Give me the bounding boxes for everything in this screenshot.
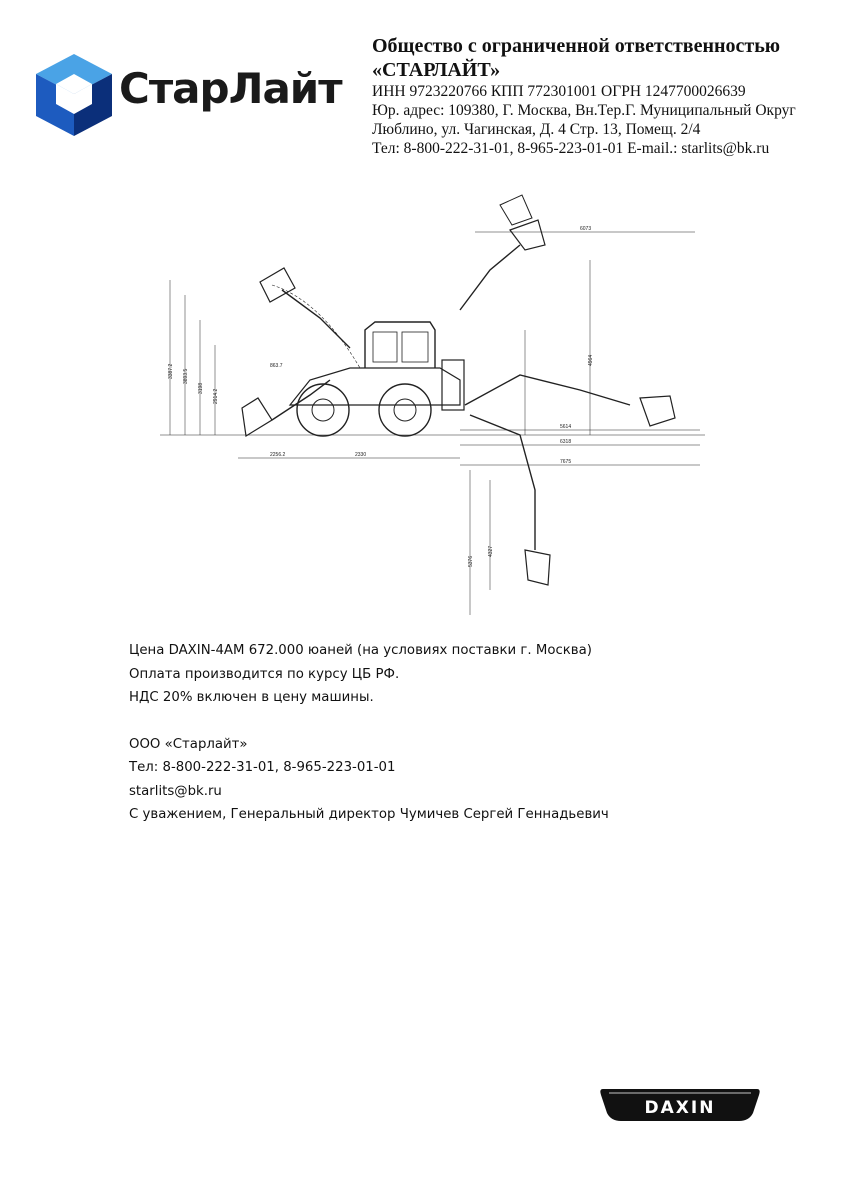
dim-reach-3: 7675 bbox=[560, 459, 572, 465]
dim-height-4: 2914.2 bbox=[213, 388, 219, 404]
company-requisites: ИНН 9723220766 КПП 772301001 ОГРН 1247700026639 bbox=[372, 83, 746, 100]
company-address-line1: Юр. адрес: 109380, Г. Москва, Вн.Тер.Г. Муниципальный Округ bbox=[372, 102, 796, 119]
backhoe-loader-drawing bbox=[160, 190, 705, 620]
dim-height-2: 3893.5 bbox=[183, 368, 189, 384]
price-line: Цена DAXIN-4AM 672.000 юаней (на условиях поставки г. Москва) bbox=[129, 643, 592, 658]
signature-line: С уважением, Генеральный директор Чумичев Сергей Геннадьевич bbox=[129, 807, 609, 822]
starlight-logo-mark-icon bbox=[34, 52, 114, 136]
company-short-name: ООО «Старлайт» bbox=[129, 736, 248, 752]
dim-wheelbase: 2330 bbox=[355, 452, 367, 458]
dim-reach-2: 6318 bbox=[560, 439, 572, 445]
dim-dump-height: 4964 bbox=[588, 354, 594, 366]
dim-dig-depth-2: 4327 bbox=[488, 545, 494, 557]
dim-height-1: 3387.2 bbox=[168, 363, 174, 379]
company-address-line2: Люблино, ул. Чагинская, Д. 4 Стр. 13, Помещ. 2/4 bbox=[372, 121, 701, 138]
dim-reach-1: 5614 bbox=[560, 424, 572, 430]
dim-front-overhang: 2256.2 bbox=[270, 452, 286, 458]
starlight-logo bbox=[34, 50, 364, 140]
letter-body bbox=[129, 639, 609, 827]
svg-text:DAXIN: DAXIN bbox=[644, 1098, 716, 1118]
dim-height-3: 3198 bbox=[198, 382, 204, 394]
company-details bbox=[372, 34, 842, 158]
starlight-logo-text: СтарЛайт bbox=[119, 64, 342, 113]
email-line: starlits@bk.ru bbox=[129, 783, 222, 799]
company-contacts: Тел: 8-800-222-31-01, 8-965-223-01-01 E-mail.: starlits@bk.ru bbox=[372, 140, 770, 157]
dim-width-top: 6073 bbox=[580, 226, 592, 232]
dim-loader-reach: 863.7 bbox=[270, 363, 283, 369]
dim-dig-depth-1: 5376 bbox=[468, 555, 474, 567]
vat-line: НДС 20% включен в цену машины. bbox=[129, 690, 374, 705]
daxin-logo bbox=[599, 1087, 761, 1123]
payment-line: Оплата производится по курсу ЦБ РФ. bbox=[129, 666, 400, 682]
phone-line: Тел: 8-800-222-31-01, 8-965-223-01-01 bbox=[129, 760, 396, 775]
company-name-line2: «СТАРЛАЙТ» bbox=[372, 59, 501, 81]
company-name-line1: Общество с ограниченной ответственностью bbox=[372, 35, 781, 57]
